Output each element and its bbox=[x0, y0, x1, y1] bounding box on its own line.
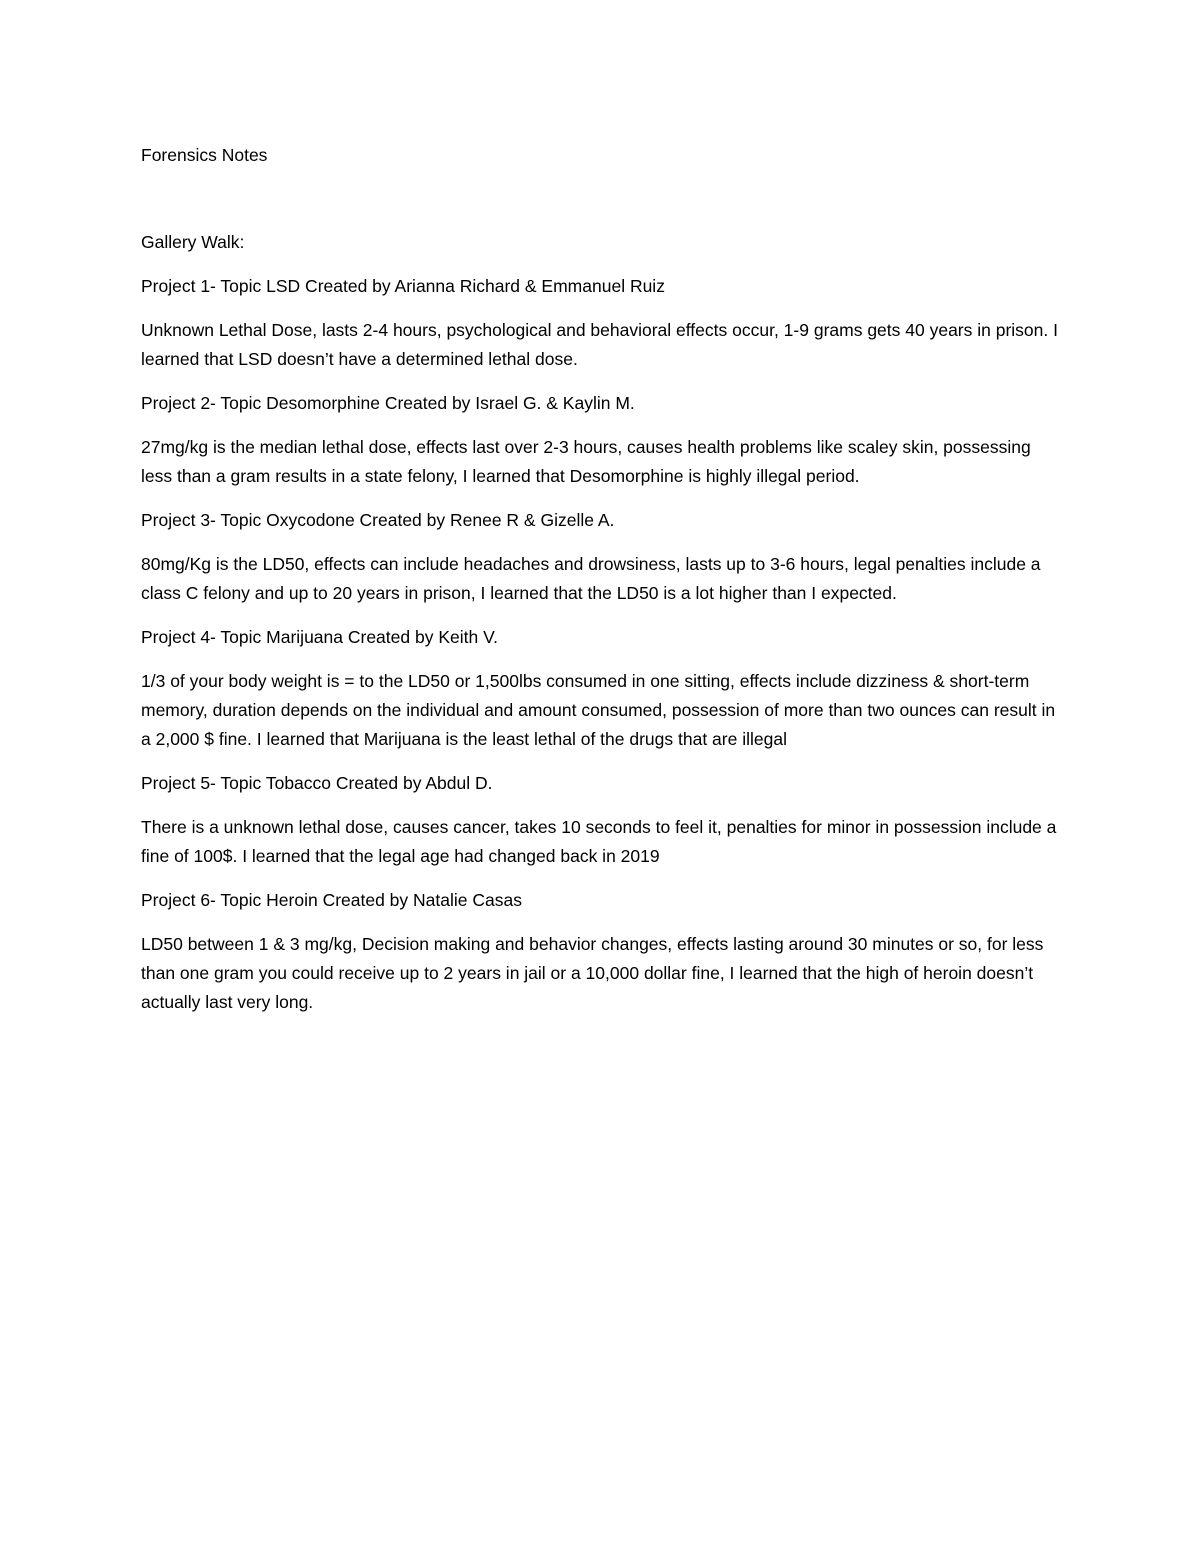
document-title: Forensics Notes bbox=[141, 145, 268, 165]
project-4-notes: 1/3 of your body weight is = to the LD50 or 1,500lbs consumed in one sitting, effects include dizziness & short-term memory, duration depends on the individual and amount consumed, possession of more than two ounces can result in a 2,000 $ fine. I learned that Marijuana is the least lethal of the drugs that are illegal bbox=[141, 671, 1056, 749]
project-1-notes: Unknown Lethal Dose, lasts 2-4 hours, psychological and behavioral effects occur, 1-9 grams gets 40 years in prison. I learned that LSD doesn’t have a determined lethal dose. bbox=[141, 320, 1058, 369]
project-6-notes: LD50 between 1 & 3 mg/kg, Decision making and behavior changes, effects lasting around 30 minutes or so, for less than one gram you could receive up to 2 years in jail or a 10,000 dollar fine, I learned that the high of heroin doesn’t actually last very long. bbox=[141, 934, 1044, 1012]
project-5-notes: There is a unknown lethal dose, causes cancer, takes 10 seconds to feel it, penalties for minor in possession include a fine of 100$. I learned that the legal age had changed back in 2019 bbox=[141, 817, 1057, 866]
project-5-heading: Project 5- Topic Tobacco Created by Abdul D. bbox=[141, 773, 493, 793]
project-4-heading: Project 4- Topic Marijuana Created by Keith V. bbox=[141, 627, 498, 647]
project-2-heading: Project 2- Topic Desomorphine Created by Israel G. & Kaylin M. bbox=[141, 393, 635, 413]
project-3-notes: 80mg/Kg is the LD50, effects can include headaches and drowsiness, lasts up to 3-6 hours, legal penalties include a class C felony and up to 20 years in prison, I learned that the LD50 is a lot higher than I expected. bbox=[141, 554, 1041, 603]
project-3-heading: Project 3- Topic Oxycodone Created by Renee R & Gizelle A. bbox=[141, 510, 615, 530]
project-1-heading: Project 1- Topic LSD Created by Arianna Richard & Emmanuel Ruiz bbox=[141, 276, 665, 296]
project-2-notes: 27mg/kg is the median lethal dose, effects last over 2-3 hours, causes health problems like scaley skin, possessing less than a gram results in a state felony, I learned that Desomorphine is highly illegal period. bbox=[141, 437, 1031, 486]
project-6-heading: Project 6- Topic Heroin Created by Natalie Casas bbox=[141, 890, 522, 910]
document-body bbox=[141, 141, 1061, 1017]
section-heading: Gallery Walk: bbox=[141, 232, 245, 252]
